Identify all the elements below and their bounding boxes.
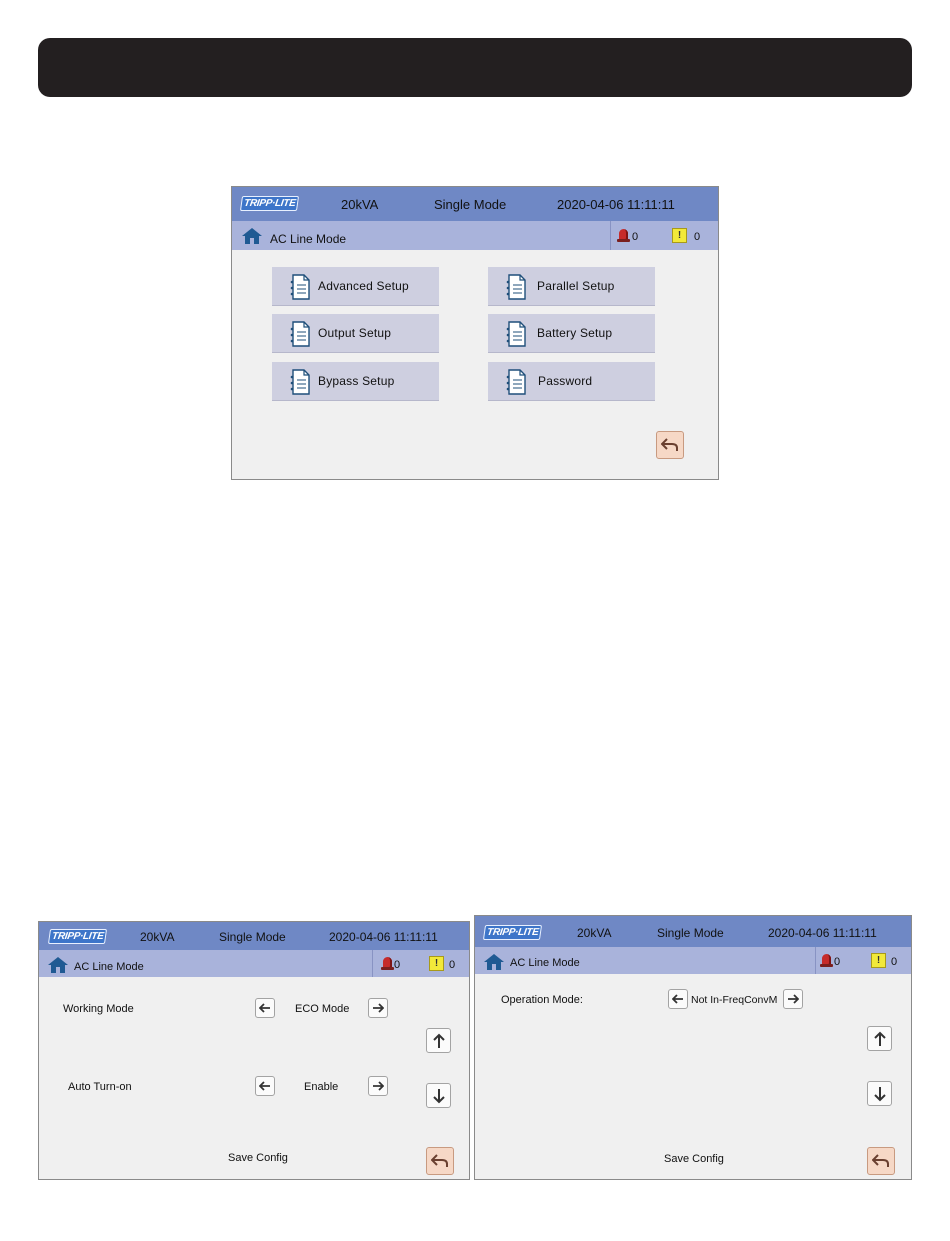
- parallel-setup-button[interactable]: [488, 267, 655, 306]
- datetime-label: 2020-04-06 11:11:11: [768, 926, 877, 940]
- operation-mode-value: Not In-FreqConvM: [691, 994, 778, 1006]
- alarm-count: 0: [394, 959, 401, 971]
- operation-mode-prev-button[interactable]: [668, 989, 688, 1009]
- page-header-bar: [38, 38, 912, 97]
- status-text: AC Line Mode: [270, 232, 347, 246]
- bypass-setup-button[interactable]: [272, 362, 439, 401]
- scroll-up-button[interactable]: [426, 1028, 451, 1053]
- password-button[interactable]: [488, 362, 655, 401]
- scroll-up-button[interactable]: [867, 1026, 892, 1051]
- operation-mode-next-button[interactable]: [783, 989, 803, 1009]
- tripp-lite-logo: TRIPP·LITE: [48, 929, 108, 944]
- status-text: AC Line Mode: [74, 961, 144, 973]
- house-icon[interactable]: [241, 227, 263, 245]
- back-button[interactable]: [867, 1147, 895, 1175]
- mode-label: Single Mode: [219, 930, 286, 944]
- status-bar: [232, 221, 718, 250]
- document-icon: [505, 321, 527, 347]
- auto-turn-on-label: Auto Turn-on: [68, 1081, 132, 1093]
- status-bar: [39, 950, 469, 977]
- operation-mode-screen: [474, 915, 912, 1180]
- scroll-down-button[interactable]: [426, 1083, 451, 1108]
- left-arrow-icon: [259, 1080, 271, 1092]
- top-status-bar: [232, 187, 718, 221]
- advanced-setup-button[interactable]: [272, 267, 439, 306]
- capacity-label: 20kVA: [341, 197, 379, 212]
- working-mode-screen: [38, 921, 470, 1180]
- alarm-icon[interactable]: [619, 229, 628, 240]
- auto-turn-on-value: Enable: [304, 1081, 339, 1093]
- tripp-lite-logo: TRIPP·LITE: [483, 925, 543, 940]
- warning-icon[interactable]: !: [871, 953, 886, 968]
- tripp-lite-logo: TRIPP·LITE: [240, 196, 300, 211]
- left-arrow-icon: [259, 1002, 271, 1014]
- up-arrow-icon: [873, 1031, 887, 1047]
- alarm-count: 0: [834, 956, 841, 968]
- auto-turn-on-next-button[interactable]: [368, 1076, 388, 1096]
- right-arrow-icon: [787, 993, 799, 1005]
- right-arrow-icon: [372, 1002, 384, 1014]
- battery-setup-button[interactable]: [488, 314, 655, 353]
- status-text: AC Line Mode: [510, 957, 580, 969]
- alarm-icon[interactable]: [383, 957, 392, 968]
- menu-label: Parallel Setup: [537, 279, 615, 293]
- operation-mode-label: Operation Mode:: [501, 994, 583, 1006]
- down-arrow-icon: [873, 1086, 887, 1102]
- warning-icon[interactable]: !: [672, 228, 687, 243]
- output-setup-button[interactable]: [272, 314, 439, 353]
- document-icon: [289, 321, 311, 347]
- menu-label: Battery Setup: [537, 326, 613, 340]
- status-divider: [372, 950, 373, 977]
- mode-label: Single Mode: [657, 926, 724, 940]
- house-icon[interactable]: [483, 953, 505, 971]
- working-mode-prev-button[interactable]: [255, 998, 275, 1018]
- save-config-button[interactable]: Save Config: [228, 1152, 288, 1164]
- status-divider: [815, 947, 816, 974]
- mode-label: Single Mode: [434, 197, 507, 212]
- warning-count: 0: [449, 959, 456, 971]
- menu-label: Password: [538, 374, 593, 388]
- capacity-label: 20kVA: [140, 930, 175, 944]
- right-arrow-icon: [372, 1080, 384, 1092]
- top-status-bar: [475, 916, 911, 947]
- datetime-label: 2020-04-06 11:11:11: [329, 930, 438, 944]
- document-icon: [289, 369, 311, 395]
- alarm-count: 0: [632, 231, 639, 243]
- back-arrow-icon: [661, 437, 679, 453]
- working-mode-value: ECO Mode: [295, 1003, 350, 1015]
- document-icon: [289, 274, 311, 300]
- up-arrow-icon: [432, 1033, 446, 1049]
- menu-label: Output Setup: [318, 326, 392, 340]
- menu-label: Bypass Setup: [318, 374, 395, 388]
- document-icon: [505, 369, 527, 395]
- capacity-label: 20kVA: [577, 926, 612, 940]
- working-mode-next-button[interactable]: [368, 998, 388, 1018]
- settings-menu-screen: [231, 186, 719, 480]
- top-status-bar: [39, 922, 469, 950]
- scroll-down-button[interactable]: [867, 1081, 892, 1106]
- auto-turn-on-prev-button[interactable]: [255, 1076, 275, 1096]
- warning-count: 0: [694, 231, 701, 243]
- warning-count: 0: [891, 956, 898, 968]
- datetime-label: 2020-04-06 11:11:11: [557, 197, 675, 212]
- back-button[interactable]: [426, 1147, 454, 1175]
- save-config-button[interactable]: Save Config: [664, 1153, 724, 1165]
- back-button[interactable]: [656, 431, 684, 459]
- warning-icon[interactable]: !: [429, 956, 444, 971]
- back-arrow-icon: [872, 1153, 890, 1169]
- house-icon[interactable]: [47, 956, 69, 974]
- left-arrow-icon: [672, 993, 684, 1005]
- working-mode-label: Working Mode: [63, 1003, 134, 1015]
- status-bar: [475, 947, 911, 974]
- back-arrow-icon: [431, 1153, 449, 1169]
- menu-label: Advanced Setup: [318, 279, 409, 293]
- status-divider: [610, 221, 611, 250]
- down-arrow-icon: [432, 1088, 446, 1104]
- alarm-icon[interactable]: [822, 954, 831, 965]
- document-icon: [505, 274, 527, 300]
